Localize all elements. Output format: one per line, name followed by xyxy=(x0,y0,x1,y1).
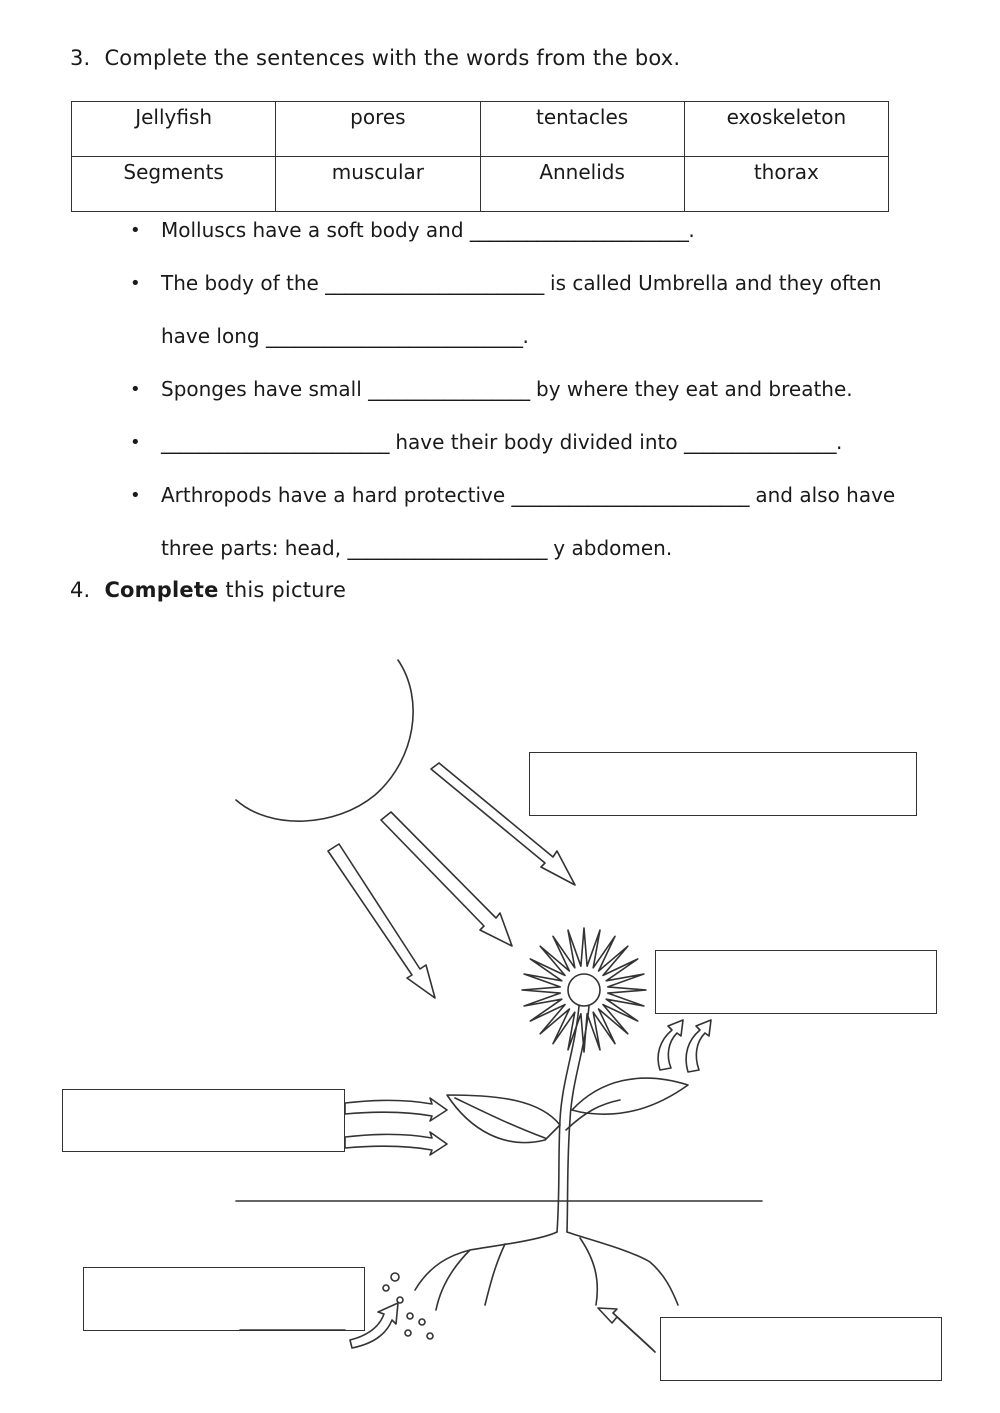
sentence-item xyxy=(128,204,948,257)
answer-blank[interactable]: ________________ xyxy=(683,430,836,454)
sentence-item xyxy=(128,257,948,310)
answer-blank[interactable]: ________________________ xyxy=(161,430,389,454)
sentence-text: have their body divided into xyxy=(389,430,684,454)
question-number: 3. xyxy=(70,46,91,70)
question-text: Complete the sentences with the words from the box. xyxy=(104,46,681,70)
answer-blank[interactable]: _______________________ xyxy=(325,271,544,295)
question-number: 4. xyxy=(70,578,91,602)
sentence-item xyxy=(128,416,948,469)
sentence-list xyxy=(128,204,948,575)
sentence-text: . xyxy=(688,218,695,242)
answer-box-minerals[interactable] xyxy=(660,1317,942,1381)
answer-box-oxygen[interactable] xyxy=(655,950,937,1014)
sunlight-arrow xyxy=(381,812,512,946)
word-box-row xyxy=(72,102,889,157)
word-cell: Segments xyxy=(72,157,276,212)
sentence-text: . xyxy=(522,324,529,348)
answer-box-water[interactable] xyxy=(83,1267,365,1331)
leaf-vein xyxy=(566,1100,620,1130)
sentence-text: have long xyxy=(161,324,266,348)
word-cell: tentacles xyxy=(480,102,684,157)
roots xyxy=(415,1232,678,1310)
word-cell: exoskeleton xyxy=(684,102,888,157)
leaf xyxy=(447,1095,560,1143)
answer-blank[interactable]: _____________________ xyxy=(347,536,547,560)
sentence-text: by where they eat and breathe. xyxy=(529,377,853,401)
word-box xyxy=(71,101,889,212)
sentence-item xyxy=(128,469,948,522)
question-text: this picture xyxy=(218,578,347,602)
sentence-text: Sponges have small xyxy=(161,377,369,401)
sentence-item xyxy=(128,363,948,416)
answer-blank[interactable]: _________________________ xyxy=(511,483,749,507)
oxygen-arrows xyxy=(658,1020,711,1072)
sunlight-arrow xyxy=(328,844,435,998)
question-3-heading xyxy=(70,46,680,70)
sentence-text: y abdomen. xyxy=(546,536,673,560)
question-keyword: Complete xyxy=(104,578,219,602)
answer-box-sunlight[interactable] xyxy=(529,752,917,816)
answer-blank[interactable]: ___________________________ xyxy=(265,324,523,348)
question-4-heading xyxy=(70,578,346,602)
carbon-dioxide-arrows xyxy=(345,1098,447,1155)
sun-icon xyxy=(236,660,413,821)
word-cell: Annelids xyxy=(480,157,684,212)
answer-box-carbon-dioxide[interactable] xyxy=(62,1089,345,1152)
sentence-text: is called Umbrella and they often xyxy=(543,271,882,295)
sentence-text: three parts: head, xyxy=(161,536,348,560)
answer-blank[interactable]: _________________ xyxy=(368,377,530,401)
word-cell: pores xyxy=(276,102,480,157)
sentence-text: Arthropods have a hard protective xyxy=(161,483,512,507)
answer-blank[interactable]: _______________________ xyxy=(469,218,689,242)
word-cell: thorax xyxy=(684,157,888,212)
sentence-text: . xyxy=(835,430,843,454)
sentence-continuation xyxy=(128,522,948,575)
sentence-text: Molluscs have a soft body and xyxy=(161,218,470,242)
sentence-continuation xyxy=(128,310,948,363)
flower-icon xyxy=(522,928,646,1052)
stem xyxy=(557,1006,589,1232)
leaf xyxy=(572,1078,688,1114)
sentence-text: The body of the xyxy=(161,271,326,295)
minerals-arrow xyxy=(598,1308,655,1352)
sentence-text: and also have xyxy=(749,483,896,507)
word-cell: Jellyfish xyxy=(72,102,276,157)
word-cell: muscular xyxy=(276,157,480,212)
